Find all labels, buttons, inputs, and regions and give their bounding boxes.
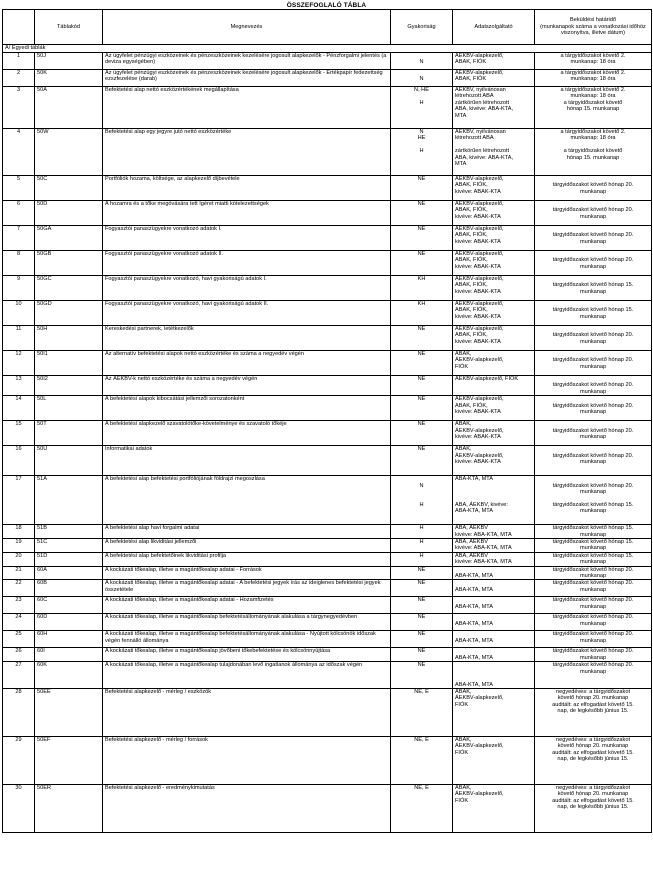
frequency: NÉ xyxy=(391,580,453,597)
summary-table xyxy=(2,9,652,833)
frequency: NÉ xyxy=(391,446,453,476)
item-name: Informatikai adatok xyxy=(103,446,391,476)
row-number: 21 xyxy=(3,566,35,580)
table-row xyxy=(3,525,652,539)
table-row xyxy=(3,201,652,226)
table-code: 60D xyxy=(35,614,103,631)
deadline: tárgyidőszakot követő hónap 20. munkanap xyxy=(535,421,652,446)
provider: ÁEKBV-alapkezelő, ABAK, FIÓK, kivéve: ABAK-KTA xyxy=(453,276,535,301)
table-code: 50D xyxy=(35,201,103,226)
item-name: A befektetési alapkezelő szavatolótőke-követelménye és szavatoló tőkéje xyxy=(103,421,391,446)
frequency: NÉ xyxy=(391,396,453,421)
provider: ABAK, ÁEKBV-alapkezelő, kivéve: ABAK-KTA xyxy=(453,446,535,476)
deadline: tárgyidőszakot követő hónap 20. munkanap xyxy=(535,631,652,648)
table-row xyxy=(3,597,652,614)
table-header-row xyxy=(3,10,652,45)
deadline: a tárgyidőszakot követő 2. munkanap: 18 óra a tárgyidőszakot követő hónap 15. munkanap xyxy=(535,87,652,129)
table-code: 50EF xyxy=(35,736,103,784)
deadline: a tárgyidőszakot követő 2. munkanap: 18 óra a tárgyidőszakot követő hónap 15. munkanap xyxy=(535,129,652,176)
deadline: negyedéves: a tárgyidőszakot követő hónap 20. munkanap auditált: az elfogadást követő 15. nap, de legkésőbb június 15. xyxy=(535,736,652,784)
provider: ABA-KTA, MTA xyxy=(453,631,535,648)
table-code: 50W xyxy=(35,129,103,176)
table-row xyxy=(3,421,652,446)
frequency: NÉ xyxy=(391,376,453,396)
deadline: tárgyidőszakot követő hónap 20. munkanap xyxy=(535,351,652,376)
provider: ABA, ÁEKBV kivéve: ABA-KTA, MTA xyxy=(453,552,535,566)
table-code: 51C xyxy=(35,539,103,553)
provider: ÁEKBV-alapkezelő, ABAK, FIÓK, kivéve: ABAK-KTA xyxy=(453,251,535,276)
deadline: a tárgyidőszakot követő 2. munkanap: 18 óra xyxy=(535,70,652,87)
table-code: 50H xyxy=(35,326,103,351)
provider: ABA, ÁEKBV kivéve: ABA-KTA, MTA xyxy=(453,525,535,539)
frequency: N H xyxy=(391,476,453,525)
provider: ABAK, ÁEKBV-alapkezelő, FIÓK xyxy=(453,736,535,784)
page-title: ÖSSZEFOGLALÓ TÁBLA xyxy=(286,2,367,9)
table-code: 50GB xyxy=(35,251,103,276)
table-row xyxy=(3,70,652,87)
table-code: 51A xyxy=(35,476,103,525)
row-number: 26 xyxy=(3,648,35,662)
table-code: 50ER xyxy=(35,784,103,832)
deadline: tárgyidőszakot követő hónap 20. munkanap xyxy=(535,376,652,396)
row-number: 17 xyxy=(3,476,35,525)
row-number: 20 xyxy=(3,552,35,566)
header-provider: Adatszolgáltató xyxy=(453,10,535,45)
provider: ÁEKBV-alapkezelő, ABAK, FIÓK xyxy=(453,53,535,70)
deadline: negyedéves: a tárgyidőszakot követő hónap 20. munkanap auditált: az elfogadást követő 15. nap, de legkésőbb június 15. xyxy=(535,784,652,832)
table-code: 60C xyxy=(35,597,103,614)
deadline: tárgyidőszakot követő hónap 20. munkanap xyxy=(535,614,652,631)
item-name: Fogyasztói panaszügyekre vonatkozó adatok II. xyxy=(103,251,391,276)
table-row xyxy=(3,648,652,662)
item-name: A kockázati tőkealap, illetve a magántőkealap befektetésállományának alakulása - Nyújtott kölcsönök időszak végén fennálló állománya xyxy=(103,631,391,648)
item-name: Az alternatív befektetési alapok nettó eszközértéke és száma a negyedév végén xyxy=(103,351,391,376)
table-row xyxy=(3,87,652,129)
table-code: 50L xyxy=(35,396,103,421)
provider: ABA-KTA, MTA xyxy=(453,597,535,614)
row-number: 10 xyxy=(3,301,35,326)
row-number: 24 xyxy=(3,614,35,631)
deadline: tárgyidőszakot követő hónap 20. munkanap xyxy=(535,580,652,597)
section-row xyxy=(3,45,652,53)
frequency: NÉ xyxy=(391,597,453,614)
table-row xyxy=(3,580,652,597)
item-name: A hozamra és a tőke megóvására tett ígéret miatti kötelezettségek xyxy=(103,201,391,226)
frequency: N xyxy=(391,70,453,87)
item-name: Befektetési alap nettó eszközértékének megállapítása xyxy=(103,87,391,129)
deadline: tárgyidőszakot követő hónap 15. munkanap xyxy=(535,539,652,553)
item-name: Fogyasztói panaszügyekre vonatkozó, havi gyakoriságú adatok I. xyxy=(103,276,391,301)
row-number: 27 xyxy=(3,662,35,689)
item-name: Befektetési alapkezelő - eredménykimutatás xyxy=(103,784,391,832)
frequency: NÉ xyxy=(391,648,453,662)
item-name: A kockázati tőkealap, illetve a magántőkealap adatai - Hozamfizetés xyxy=(103,597,391,614)
provider: ÁEKBV-alapkezelő, FIÓK xyxy=(453,376,535,396)
deadline: tárgyidőszakot követő hónap 15. munkanap xyxy=(535,301,652,326)
item-name: A kockázati tőkealap, illetve a magántőkealap jövőbeni tőkebefektetése és kölcsönnyújtása xyxy=(103,648,391,662)
deadline: tárgyidőszakot követő hónap 20. munkanap xyxy=(535,251,652,276)
table-row xyxy=(3,251,652,276)
table-row xyxy=(3,129,652,176)
table-code: 60K xyxy=(35,662,103,689)
row-number: 15 xyxy=(3,421,35,446)
item-name: Befektetési alapkezelő - mérleg / eszközök xyxy=(103,688,391,736)
item-name: A kockázati tőkealap, illetve a magántőkealap tulajdonában levő ingatlanok állománya az időszak végén xyxy=(103,662,391,689)
table-code: 60A xyxy=(35,566,103,580)
frequency: NÉ xyxy=(391,566,453,580)
frequency: H xyxy=(391,525,453,539)
item-name: Befektetési alapkezelő - mérleg / források xyxy=(103,736,391,784)
provider: ÁEKBV-alapkezelő, ABAK, FIÓK, kivéve: ABAK-KTA xyxy=(453,201,535,226)
table-row xyxy=(3,376,652,396)
header-deadline: Beküldési határidő (munkanapok száma a vonatkozási időhöz viszonyítva, illetve dátum) xyxy=(535,10,652,45)
deadline: tárgyidőszakot követő hónap 20. munkanap xyxy=(535,176,652,201)
item-name: A befektetési alap havi forgalmi adatai xyxy=(103,525,391,539)
item-name: Az ügyfelet pénzügyi eszközeinek és pénzeszközeinek kezelésére jogosult alapkezelők - Pénzforgalmi jelentés (a deviza egységében) xyxy=(103,53,391,70)
deadline: tárgyidőszakot követő hónap 20. munkanap xyxy=(535,597,652,614)
frequency: H xyxy=(391,539,453,553)
provider: ÁEKBV-alapkezelő, ABAK, FIÓK xyxy=(453,70,535,87)
item-name: Fogyasztói panaszügyekre vonatkozó, havi gyakoriságú adatok II. xyxy=(103,301,391,326)
table-code: 50I1 xyxy=(35,351,103,376)
table-row xyxy=(3,631,652,648)
row-number: 22 xyxy=(3,580,35,597)
table-code: 50C xyxy=(35,176,103,201)
row-number: 2 xyxy=(3,70,35,87)
table-code: 50T xyxy=(35,421,103,446)
table-row xyxy=(3,176,652,201)
row-number: 25 xyxy=(3,631,35,648)
row-number: 29 xyxy=(3,736,35,784)
provider: ÁEKBV-alapkezelő, ABAK, FIÓK, kivéve: ABAK-KTA xyxy=(453,326,535,351)
provider: ABA, ÁEKBV kivéve: ABA-KTA, MTA xyxy=(453,539,535,553)
table-row xyxy=(3,784,652,832)
table-row xyxy=(3,614,652,631)
frequency: NÉ xyxy=(391,326,453,351)
header-name: Megnevezés xyxy=(103,10,391,45)
row-number: 11 xyxy=(3,326,35,351)
deadline: a tárgyidőszakot követő 2. munkanap: 18 óra xyxy=(535,53,652,70)
item-name: Fogyasztói panaszügyekre vonatkozó adatok I. xyxy=(103,226,391,251)
header-frequency: Gyakoriság xyxy=(391,10,453,45)
row-number: 23 xyxy=(3,597,35,614)
row-number: 3 xyxy=(3,87,35,129)
deadline: tárgyidőszakot követő hónap 20. munkanap tárgyidőszakot követő hónap 15. munkanap xyxy=(535,476,652,525)
table-code: 50I2 xyxy=(35,376,103,396)
frequency: NÉ xyxy=(391,662,453,689)
row-number: 28 xyxy=(3,688,35,736)
frequency: H xyxy=(391,552,453,566)
frequency: NÉ, É xyxy=(391,688,453,736)
row-number: 12 xyxy=(3,351,35,376)
table-row xyxy=(3,53,652,70)
frequency: NÉ xyxy=(391,631,453,648)
provider: ÁEKBV-alapkezelő, ABAK, FIÓK, kivéve: ABAK-KTA xyxy=(453,226,535,251)
item-name: A kockázati tőkealap, illetve a magántőkealap adatai - A befektetési jegyek írás az ideiglenes befektetési jegyek összetétele xyxy=(103,580,391,597)
table-code: 50GC xyxy=(35,276,103,301)
row-number: 6 xyxy=(3,201,35,226)
item-name: Az ÁEKBV-k nettó eszközértéke és száma a negyedév végén xyxy=(103,376,391,396)
frequency: N HE H xyxy=(391,129,453,176)
row-number: 13 xyxy=(3,376,35,396)
frequency: NÉ, É xyxy=(391,736,453,784)
table-code: 50GD xyxy=(35,301,103,326)
provider: ÁEKBV, nyilvánosan létrehozott ABA zártkörűen létrehozott ABA, kivéve: ABA-KTA, MTA xyxy=(453,129,535,176)
table-code: 50GA xyxy=(35,226,103,251)
deadline: tárgyidőszakot követő hónap 15. munkanap xyxy=(535,276,652,301)
table-row xyxy=(3,688,652,736)
provider: ABAK, ÁEKBV-alapkezelő, FIÓK xyxy=(453,784,535,832)
provider: ÁEKBV-alapkezelő, ABAK, FIÓK, kivéve: ABAK-KTA xyxy=(453,301,535,326)
table-code: 50EE xyxy=(35,688,103,736)
item-name: A befektetési alap befektetési portfóliójának földrajzi megoszlása xyxy=(103,476,391,525)
header-number xyxy=(3,10,35,45)
item-name: A kockázati tőkealap, illetve a magántőkealap adatai - Források xyxy=(103,566,391,580)
item-name: Kereskedési partnerek, letétkezelők xyxy=(103,326,391,351)
row-number: 8 xyxy=(3,251,35,276)
row-number: 16 xyxy=(3,446,35,476)
provider: ABA-KTA, MTA xyxy=(453,648,535,662)
table-row xyxy=(3,276,652,301)
deadline: tárgyidőszakot követő hónap 15. munkanap xyxy=(535,552,652,566)
item-name: A befektetési alap likviditási jellemzői xyxy=(103,539,391,553)
table-row xyxy=(3,552,652,566)
table-row xyxy=(3,351,652,376)
provider: ABA-KTA, MTA xyxy=(453,662,535,689)
section-label: A/ Egyedi táblák xyxy=(3,45,652,53)
deadline: tárgyidőszakot követő hónap 20. munkanap xyxy=(535,201,652,226)
table-row xyxy=(3,226,652,251)
table-code: 50A xyxy=(35,87,103,129)
table-row xyxy=(3,326,652,351)
frequency: KH xyxy=(391,276,453,301)
frequency: N xyxy=(391,53,453,70)
provider: ÁEKBV-alapkezelő, ABAK, FIÓK, kivéve: ABAK-KTA xyxy=(453,396,535,421)
header-table-code: Táblakód xyxy=(35,10,103,45)
row-number: 14 xyxy=(3,396,35,421)
provider: ÁEKBV, nyilvánosan létrehozott ABA zártkörűen létrehozott ABA, kivéve: ABA-KTA, MTA xyxy=(453,87,535,129)
provider: ABAK, ÁEKBV-alapkezelő, kivéve: ABAK-KTA xyxy=(453,421,535,446)
table-row xyxy=(3,476,652,525)
deadline: tárgyidőszakot követő hónap 20. munkanap xyxy=(535,326,652,351)
table-row xyxy=(3,566,652,580)
provider: ABAK, ÁEKBV-alapkezelő, FIÓK xyxy=(453,688,535,736)
item-name: A befektetési alap befektetőinek likviditási profilja xyxy=(103,552,391,566)
table-code: 60H xyxy=(35,631,103,648)
frequency: N, HE H xyxy=(391,87,453,129)
provider: ABA-KTA, MTA ABA, ÁEKBV, kivéve: ABA-KTA, MTA xyxy=(453,476,535,525)
deadline: tárgyidőszakot követő hónap 15. munkanap xyxy=(535,525,652,539)
table-row xyxy=(3,539,652,553)
table-code: 60B xyxy=(35,580,103,597)
row-number: 18 xyxy=(3,525,35,539)
deadline: tárgyidőszakot követő hónap 20. munkanap xyxy=(535,446,652,476)
table-row xyxy=(3,446,652,476)
row-number: 9 xyxy=(3,276,35,301)
frequency: NÉ xyxy=(391,351,453,376)
row-number: 19 xyxy=(3,539,35,553)
table-row xyxy=(3,396,652,421)
item-name: Az ügyfelet pénzügyi eszközeinek és pénzeszközeinek kezelésére jogosult alapkezelők - Értékpapír fedezettség ezszfezelése (darab) xyxy=(103,70,391,87)
deadline: negyedéves: a tárgyidőszakot követő hónap 20. munkanap auditált: az elfogadást követő 15. nap, de legkésőbb június 15. xyxy=(535,688,652,736)
table-code: 51D xyxy=(35,552,103,566)
row-number: 1 xyxy=(3,53,35,70)
provider: ABA-KTA, MTA xyxy=(453,614,535,631)
frequency: NÉ xyxy=(391,251,453,276)
frequency: NÉ xyxy=(391,226,453,251)
table-row xyxy=(3,736,652,784)
deadline: tárgyidőszakot követő hónap 20. munkanap xyxy=(535,662,652,689)
provider: ÁEKBV-alapkezelő, ABAK, FIÓK, kivéve: ABAK-KTA xyxy=(453,176,535,201)
item-name: A befektetési alapok kibocsátási jellemzői sorozatonként xyxy=(103,396,391,421)
table-code: 50U xyxy=(35,446,103,476)
provider: ABA-KTA, MTA xyxy=(453,566,535,580)
row-number: 30 xyxy=(3,784,35,832)
table-row xyxy=(3,301,652,326)
deadline: tárgyidőszakot követő hónap 20. munkanap xyxy=(535,566,652,580)
item-name: A kockázati tőkealap, illetve a magántőkealap befektetésállományának alakulása a tárgynegyedévben xyxy=(103,614,391,631)
provider: ABAK, ÁEKBV-alapkezelő, FIÓK xyxy=(453,351,535,376)
table-code: 50J xyxy=(35,53,103,70)
row-number: 7 xyxy=(3,226,35,251)
frequency: NÉ xyxy=(391,176,453,201)
item-name: Portfóliók hozama, költsége, az alapkezelő díjbevétele xyxy=(103,176,391,201)
table-code: 60I xyxy=(35,648,103,662)
row-number: 4 xyxy=(3,129,35,176)
frequency: KH xyxy=(391,301,453,326)
table-code: 51B xyxy=(35,525,103,539)
table-row xyxy=(3,662,652,689)
frequency: NÉ, É xyxy=(391,784,453,832)
item-name: Befektetési alap egy jegyre jutó nettó eszközértéke xyxy=(103,129,391,176)
frequency: NÉ xyxy=(391,614,453,631)
provider: ABA-KTA, MTA xyxy=(453,580,535,597)
deadline: tárgyidőszakot követő hónap 20. munkanap xyxy=(535,648,652,662)
deadline: tárgyidőszakot követő hónap 20. munkanap xyxy=(535,226,652,251)
deadline: tárgyidőszakot követő hónap 20. munkanap xyxy=(535,396,652,421)
row-number: 5 xyxy=(3,176,35,201)
frequency: NÉ xyxy=(391,201,453,226)
frequency: NÉ xyxy=(391,421,453,446)
table-code: 50K xyxy=(35,70,103,87)
